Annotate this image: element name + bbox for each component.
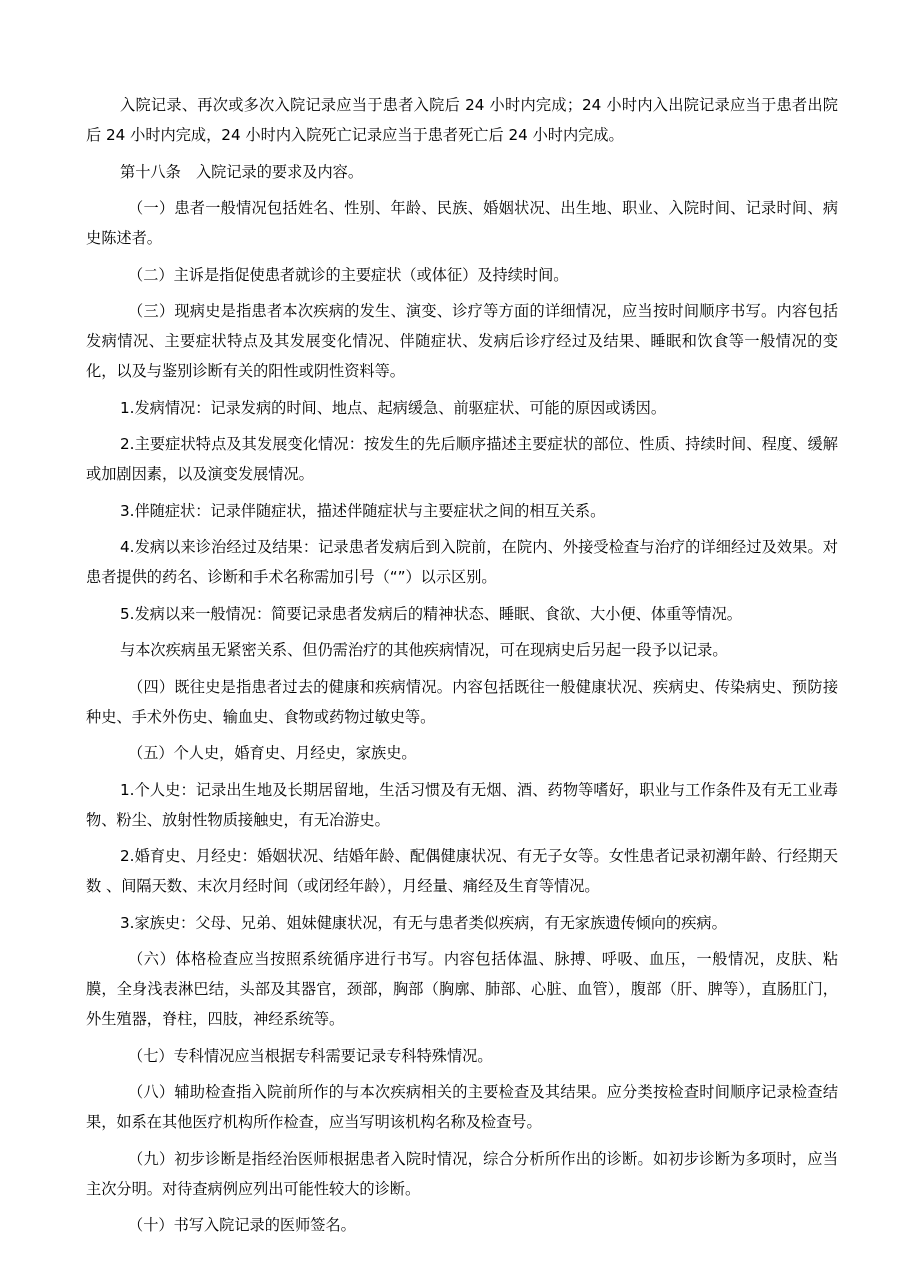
list-item-onset: 1.发病情况：记录发病的时间、地点、起病缓急、前驱症状、可能的原因或诱因。 <box>120 398 667 417</box>
paragraph-other-diseases: 与本次疾病虽无紧密关系、但仍需治疗的其他疾病情况，可在现病史后另起一段予以记录。 <box>120 641 728 659</box>
list-item-main-symptoms: 2.主要症状特点及其发展变化情况：按发生的先后顺序描述主要症状的部位、性质、持续时间、程度、缓解或加剧因素，以及演变发展情况。 <box>86 435 838 483</box>
list-item-personal-history: 1.个人史：记录出生地及长期居留地，生活习惯及有无烟、酒、药物等嗜好，职业与工作条件及有无工业毒物、粉尘、放射性物质接触史，有无冶游史。 <box>86 780 838 829</box>
paragraph-chief-complaint: （二）主诉是指促使患者就诊的主要症状（或体征）及持续时间。 <box>128 265 569 284</box>
list-item-marital-menstrual-history: 2.婚育史、月经史：婚姻状况、结婚年龄、配偶健康状况、有无子女等。女性患者记录初潮年龄、行经期天数 、间隔天数、末次月经时间（或闭经年龄），月经量、痛经及生育等情况。 <box>86 847 838 895</box>
paragraph-present-illness: （三）现病史是指患者本次疾病的发生、演变、诊疗等方面的详细情况，应当按时间顺序书写。内容包括发病情况、主要症状特点及其发展变化情况、伴随症状、发病后诊疗经过及结果、睡眠和饮食等一般情况的变化，以及与鉴别诊断有关的阳性或阴性资料等。 <box>86 302 838 380</box>
paragraph-admission-time-limits: 入院记录、再次或多次入院记录应当于患者入院后 24 小时内完成；24 小时内入出院记录应当于患者出院后 24 小时内完成，24 小时内入院死亡记录应当于患者死亡后 24 小时内完成。 <box>86 96 838 144</box>
paragraph-specialty-condition: （七）专科情况应当根据专科需要记录专科特殊情况。 <box>128 1046 493 1065</box>
paragraph-physician-signature: （十）书写入院记录的医师签名。 <box>128 1216 356 1234</box>
paragraph-auxiliary-exam: （八）辅助检查指入院前所作的与本次疾病相关的主要检查及其结果。应分类按检查时间顺序记录检查结果，如系在其他医疗机构所作检查，应当写明该机构名称及检查号。 <box>86 1083 838 1131</box>
paragraph-preliminary-diagnosis: （九）初步诊断是指经治医师根据患者入院时情况，综合分析所作出的诊断。如初步诊断为多项时，应当主次分明。对待查病例应列出可能性较大的诊断。 <box>86 1149 838 1198</box>
list-item-accompanying-symptoms: 3.伴随症状：记录伴随症状，描述伴随症状与主要症状之间的相互关系。 <box>120 501 606 520</box>
article-18-heading: 第十八条 入院记录的要求及内容。 <box>120 162 363 181</box>
paragraph-past-history: （四）既往史是指患者过去的健康和疾病情况。内容包括既往一般健康状况、疾病史、传染病史、预防接种史、手术外伤史、输血史、食物或药物过敏史等。 <box>86 677 838 726</box>
list-item-family-history: 3.家族史：父母、兄弟、姐妹健康状况，有无与患者类似疾病，有无家族遗传倾向的疾病。 <box>120 913 727 932</box>
paragraph-personal-history: （五）个人史，婚育史、月经史，家族史。 <box>128 744 417 762</box>
paragraph-physical-exam: （六）体格检查应当按照系统循序进行书写。内容包括体温、脉搏、呼吸、血压，一般情况，皮肤、粘膜，全身浅表淋巴结，头部及其器官，颈部，胸部（胸廓、肺部、心脏、血管），腹部（肝、脾等），直肠肛门，外生殖器，脊柱，四肢，神经系统等。 <box>86 950 838 1028</box>
document-body <box>86 90 838 1247</box>
paragraph-general-info: （一）患者一般情况包括姓名、性别、年龄、民族、婚姻状况、出生地、职业、入院时间、记录时间、病史陈述者。 <box>86 199 838 247</box>
list-item-general-condition: 5.发病以来一般情况：简要记录患者发病后的精神状态、睡眠、食欲、大小便、体重等情况。 <box>120 604 742 623</box>
list-item-treatment-history: 4.发病以来诊治经过及结果：记录患者发病后到入院前，在院内、外接受检查与治疗的详细经过及效果。对患者提供的药名、诊断和手术名称需加引号（“”）以示区别。 <box>86 538 838 586</box>
